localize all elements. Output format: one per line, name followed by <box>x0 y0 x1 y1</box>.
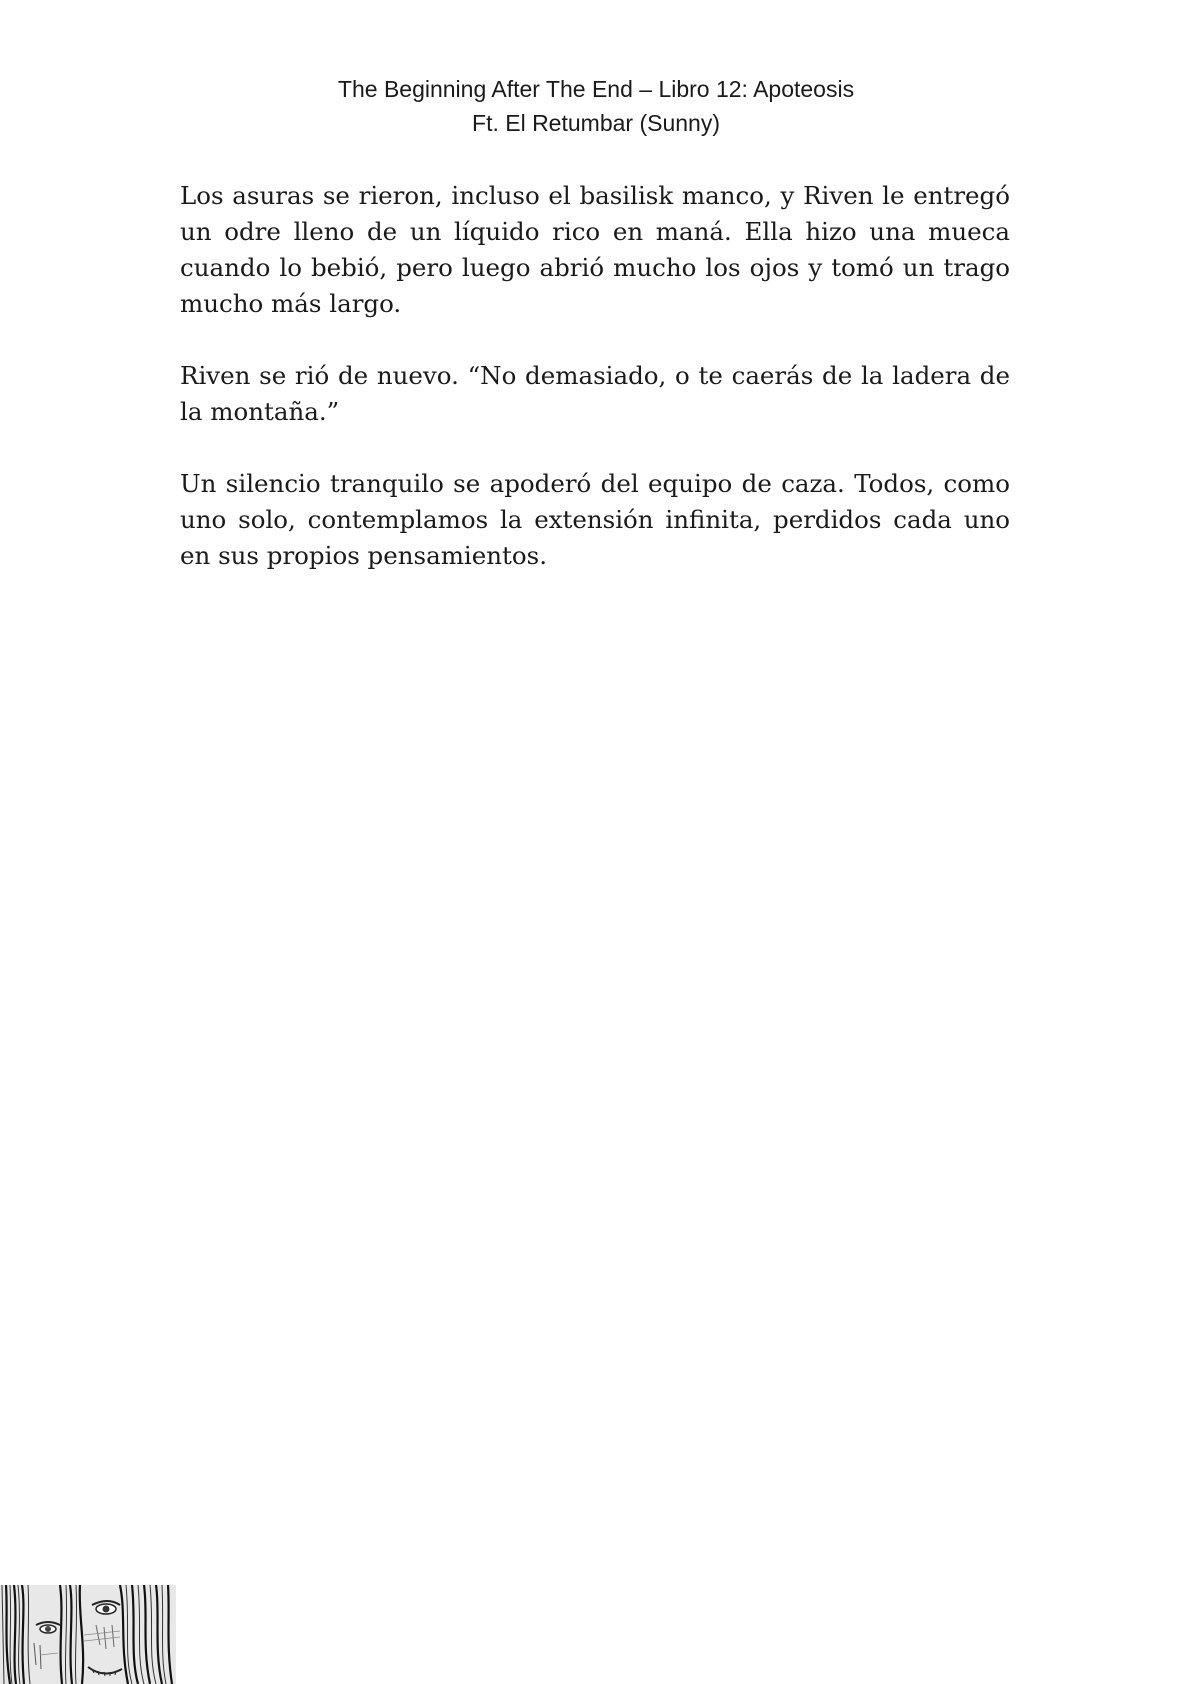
paragraph: Riven se rió de nuevo. “No demasiado, o te caerás de la ladera de la montaña.” <box>180 361 1010 426</box>
body-text <box>180 178 1010 610</box>
manga-face-illustration <box>0 1585 176 1684</box>
paragraph: Un silencio tranquilo se apoderó del equipo de caza. Todos, como uno solo, contemplamos la extensión infinita, perdidos cada uno en sus propios pensamientos. <box>180 469 1010 570</box>
header-subtitle: Ft. El Retumbar (Sunny) <box>472 110 720 136</box>
header-title: The Beginning After The End – Libro 12: Apoteosis <box>337 76 855 102</box>
paragraph: Los asuras se rieron, incluso el basilisk manco, y Riven le entregó un odre lleno de un líquido rico en maná. Ella hizo una mueca cuando lo bebió, pero luego abrió mucho los ojos y tomó un trago mucho más largo. <box>180 181 1010 318</box>
page-header <box>0 72 1192 140</box>
